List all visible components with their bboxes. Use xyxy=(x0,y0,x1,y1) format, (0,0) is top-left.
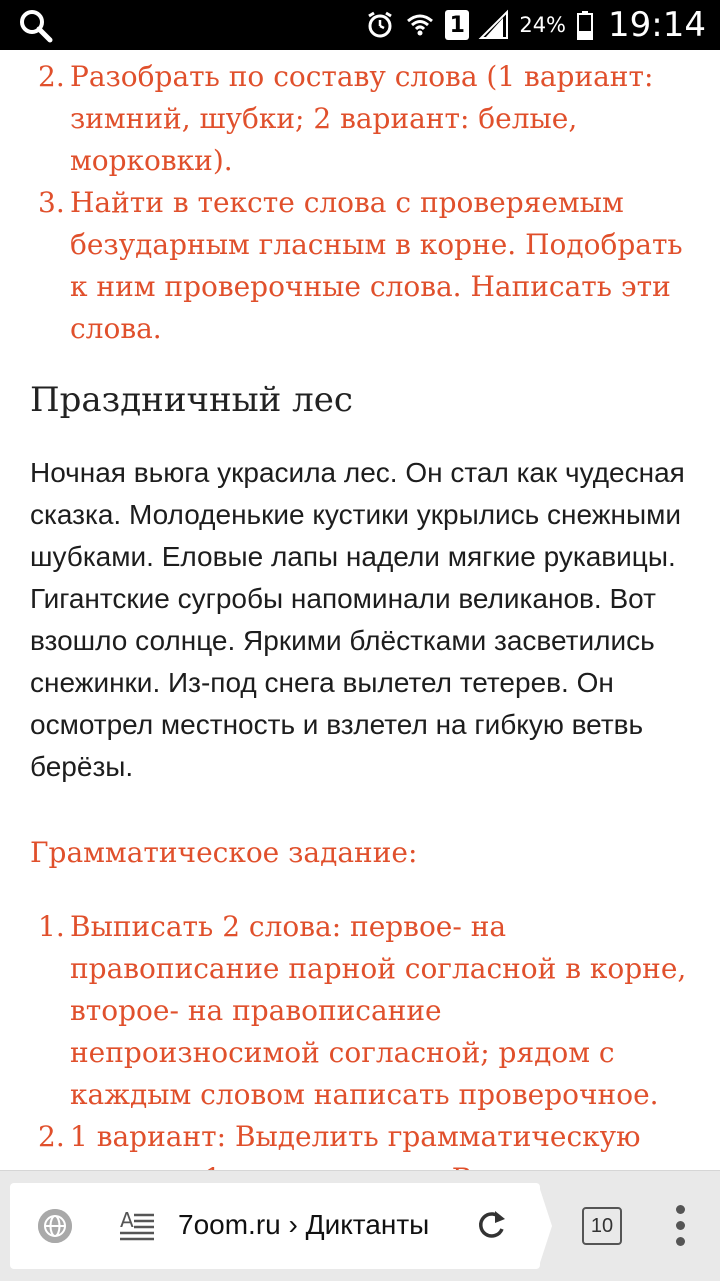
clock: 19:14 xyxy=(608,5,706,45)
tabs-button[interactable]: 10 xyxy=(582,1207,622,1245)
battery-percent: 24% xyxy=(519,13,567,37)
list-item: 3. Найти в тексте слова с проверяемым безударным гласным в корне. Подобрать к ним проверочные слова. Написать эти слова. xyxy=(38,186,683,345)
menu-icon[interactable] xyxy=(668,1205,692,1249)
battery-icon xyxy=(576,10,594,40)
dictation-title: Праздничный лес xyxy=(30,380,353,420)
list-item: 2. Разобрать по составу слова (1 вариант: зимний, шубки; 2 вариант: белые, морковки). xyxy=(38,60,654,177)
reader-mode-icon[interactable] xyxy=(118,1207,156,1245)
alarm-icon xyxy=(365,10,395,40)
signal-icon xyxy=(479,10,509,40)
list-item: 2. 1 вариант: Выделить грамматическую xyxy=(38,1120,641,1153)
sim-slot-indicator: 1 xyxy=(445,10,469,40)
page-content xyxy=(0,50,720,1170)
search-icon[interactable] xyxy=(18,8,54,44)
globe-icon[interactable] xyxy=(38,1209,72,1243)
url-text[interactable]: 7oom.ru › Диктанты xyxy=(178,1209,430,1240)
address-bar[interactable] xyxy=(10,1183,540,1269)
task-list-top xyxy=(30,56,690,350)
reload-icon[interactable] xyxy=(472,1207,510,1245)
browser-toolbar xyxy=(0,1170,720,1281)
svg-text:A: A xyxy=(120,1208,134,1232)
status-bar xyxy=(0,0,720,50)
grammar-task-heading: Грамматическое задание: xyxy=(30,836,418,869)
dictation-text: Ночная вьюга украсила лес. Он стал как чудесная сказка. Молоденькие кустики укрылись снежными шубками. Еловые лапы надели мягкие рукавицы. Гигантские сугробы напоминали великанов. Вот взошло солнце. Яркими блёстками засветились снежинки. Из-под снега вылетел тетерев. Он осмотрел местность и взлетел на гибкую ветвь берёзы. xyxy=(30,457,685,782)
address-bar-arrow xyxy=(538,1183,552,1269)
list-item: 1. Выписать 2 слова: первое- на правописание парной согласной в корне, второе- на правописание непроизносимой согласной; рядом с каждым словом написать проверочное. xyxy=(38,910,687,1111)
grammar-task-list xyxy=(30,906,690,1200)
wifi-icon xyxy=(405,10,435,40)
